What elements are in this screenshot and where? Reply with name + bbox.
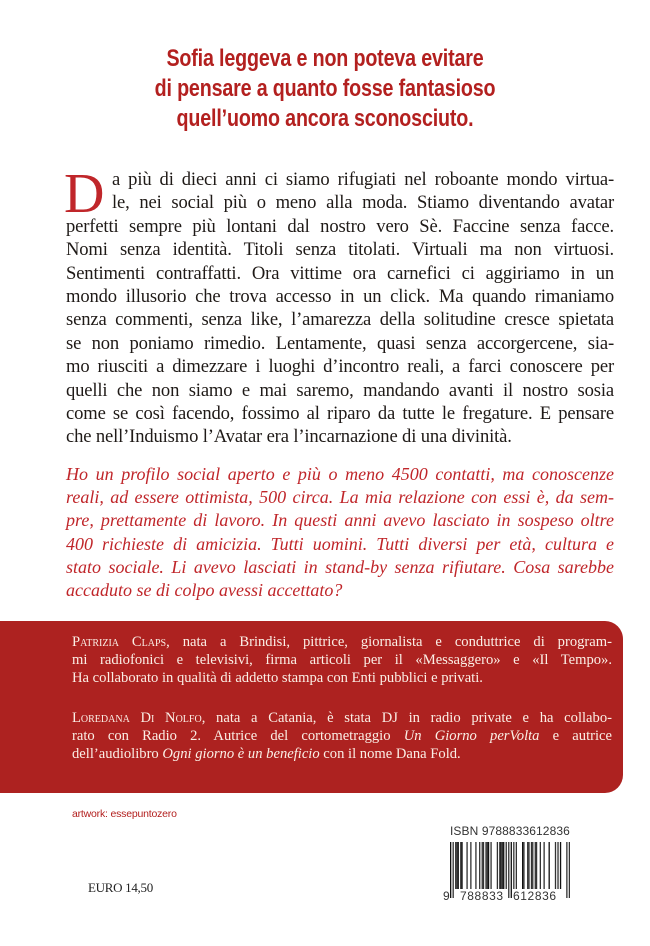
body-line: se non poniamo rimedio. Lentamente, quasi senza accorgercene, sia- bbox=[66, 332, 614, 354]
barcode-bar bbox=[557, 842, 558, 889]
drop-cap: D bbox=[64, 163, 105, 225]
barcode-bar bbox=[555, 842, 556, 889]
body-line: le, nei social più o meno alla moda. Stiamo diventando avatar bbox=[112, 192, 614, 214]
barcode-bar bbox=[522, 842, 523, 889]
body-line: mondo illusorio che trova accesso in un click. Ma quando rimaniamo bbox=[66, 285, 614, 307]
quote-line: reali, ad essere ottimista, 500 circa. La mia relazione con essi è, da sem- bbox=[66, 487, 614, 508]
barcode-bar bbox=[475, 842, 476, 889]
author-bio-patrizia-claps bbox=[72, 633, 612, 687]
barcode-bar bbox=[528, 842, 529, 889]
author-bio-panel bbox=[0, 621, 623, 793]
work-title: Ogni giorno è un beneficio bbox=[162, 746, 320, 762]
barcode-guard-bar bbox=[511, 842, 512, 898]
bio-line: mi radiofonici e televisivi, firma articoli per il «Messaggero» e «Il Tempo». bbox=[72, 652, 612, 668]
barcode-bar bbox=[460, 842, 461, 889]
barcode-bar bbox=[482, 842, 483, 889]
headline-line: Sofia leggeva e non poteva evitare bbox=[166, 45, 484, 72]
bio-line bbox=[72, 709, 612, 727]
headline-line: di pensare a quanto fosse fantasioso bbox=[154, 75, 496, 102]
barcode-bar bbox=[483, 842, 484, 889]
barcode-bar bbox=[543, 842, 544, 889]
barcode-bar bbox=[487, 842, 488, 889]
barcode-bar bbox=[536, 842, 537, 889]
barcode-bar bbox=[540, 842, 541, 889]
barcode-bar bbox=[503, 842, 504, 889]
work-title: Un Giorno perVolta bbox=[403, 728, 540, 744]
barcode-bar bbox=[470, 842, 471, 889]
barcode-bar bbox=[501, 842, 502, 889]
barcode-bar bbox=[513, 842, 514, 889]
barcode-bar bbox=[458, 842, 459, 889]
barcode-guard-bar bbox=[566, 842, 567, 898]
barcode-bar bbox=[456, 842, 457, 889]
barcode-bar bbox=[549, 842, 550, 889]
bio-text: , nata a Brindisi, pittrice, giornalista e conduttrice di program- bbox=[166, 634, 612, 650]
barcode-bar bbox=[479, 842, 480, 889]
quote-line: pre, prettamente di lavoro. In questi anni avevo lasciato in sospeso oltre bbox=[66, 510, 614, 531]
barcode-bar bbox=[461, 842, 462, 889]
barcode-bar bbox=[527, 842, 528, 889]
bio-line bbox=[72, 745, 612, 763]
barcode-bar bbox=[490, 842, 491, 889]
headline bbox=[59, 44, 592, 134]
bio-line: Ha collaborato in qualità di addetto stampa con Enti pubblici e privati. bbox=[72, 670, 483, 686]
price-label: EURO 14,50 bbox=[88, 880, 153, 895]
body-line: Sentimenti contraffatti. Ora vittime ora carnefici ci aggiriamo in un bbox=[66, 262, 614, 284]
barcode-digit-first: 9 bbox=[443, 889, 450, 903]
bio-text: rato con Radio 2. Autrice del cortometraggio bbox=[72, 728, 404, 744]
barcode-bar bbox=[502, 842, 503, 889]
barcode-bar bbox=[499, 842, 500, 889]
headline-line: quell’uomo ancora sconosciuto. bbox=[176, 105, 474, 132]
author-name: Patrizia Claps bbox=[72, 634, 167, 650]
isbn-label: ISBN 9788833612836 bbox=[450, 824, 570, 838]
body-line: quelli che non siamo e mai saremo, mandando avanti il nostro sosia bbox=[66, 379, 614, 401]
author-name: Loredana Di Nolfo bbox=[72, 710, 202, 726]
barcode-bar bbox=[560, 842, 561, 889]
barcode-bar bbox=[488, 842, 489, 889]
bio-text: dell’audiolibro bbox=[72, 746, 163, 762]
bio-text: , nata a Catania, è stata DJ in radio private e ha collabo- bbox=[201, 710, 612, 726]
barcode-bar bbox=[523, 842, 524, 889]
author-bio-loredana-di-nolfo bbox=[72, 709, 612, 763]
body-line: come se così facendo, fossimo al riparo da tutte le fregature. E pensare bbox=[66, 402, 614, 424]
barcode-bar bbox=[506, 842, 507, 889]
barcode-bar bbox=[455, 842, 456, 889]
body-line: perfetti sempre più lontani dal nostro vero Sè. Faccine senza facce. bbox=[66, 215, 614, 237]
bio-line bbox=[72, 633, 612, 651]
bio-line bbox=[72, 727, 612, 745]
barcode-bar bbox=[531, 842, 532, 889]
barcode-bar bbox=[516, 842, 517, 889]
barcode-guard-bar bbox=[508, 842, 509, 898]
quote-line: stato sociale. Li avevo lasciati in stand-by senza rifiutare. Cosa sarebbe bbox=[66, 556, 614, 577]
bio-text: e autrice bbox=[539, 728, 612, 744]
bio-text: con il nome Dana Fold. bbox=[319, 746, 461, 762]
barcode-bar bbox=[535, 842, 536, 889]
body-line: senza commenti, senza like, l’amarezza della solitudine cresce spietata bbox=[66, 309, 614, 331]
excerpt-quote bbox=[66, 463, 614, 602]
artwork-credit: artwork: essepuntozero bbox=[72, 808, 177, 820]
barcode-bar bbox=[532, 842, 533, 889]
barcode-bar bbox=[466, 842, 467, 889]
barcode-bar bbox=[497, 842, 498, 889]
barcode-digits-right: 612836 bbox=[513, 889, 557, 903]
barcode-bar bbox=[485, 842, 486, 889]
quote-line: Ho un profilo social aperto e più o meno 4500 contatti, ma conoscenze bbox=[66, 464, 614, 484]
body-line: che nell’Induismo l’Avatar era l’incarnazione di una divinità. bbox=[66, 426, 512, 448]
synopsis-body bbox=[64, 163, 614, 449]
barcode-guard-bar bbox=[450, 842, 451, 898]
barcode-guard-bar bbox=[569, 842, 570, 898]
body-line: a più di dieci anni ci siamo rifugiati nel roboante mondo virtua- bbox=[112, 169, 614, 190]
quote-line: accaduto se di colpo avessi accettato? bbox=[66, 579, 343, 600]
body-line: Nomi senza identità. Titoli senza titolati. Virtuali ma non virtuosi. bbox=[66, 239, 614, 261]
quote-line: 400 richieste di amicizia. Tutti uomini. Tutti diversi per età, cultura e bbox=[66, 533, 614, 554]
barcode-digits-left: 788833 bbox=[460, 889, 504, 903]
barcode-guard-bar bbox=[453, 842, 454, 898]
body-line: mo riusciti a dimezzare i luoghi d’incontro reali, a farci conoscere per bbox=[66, 356, 614, 378]
